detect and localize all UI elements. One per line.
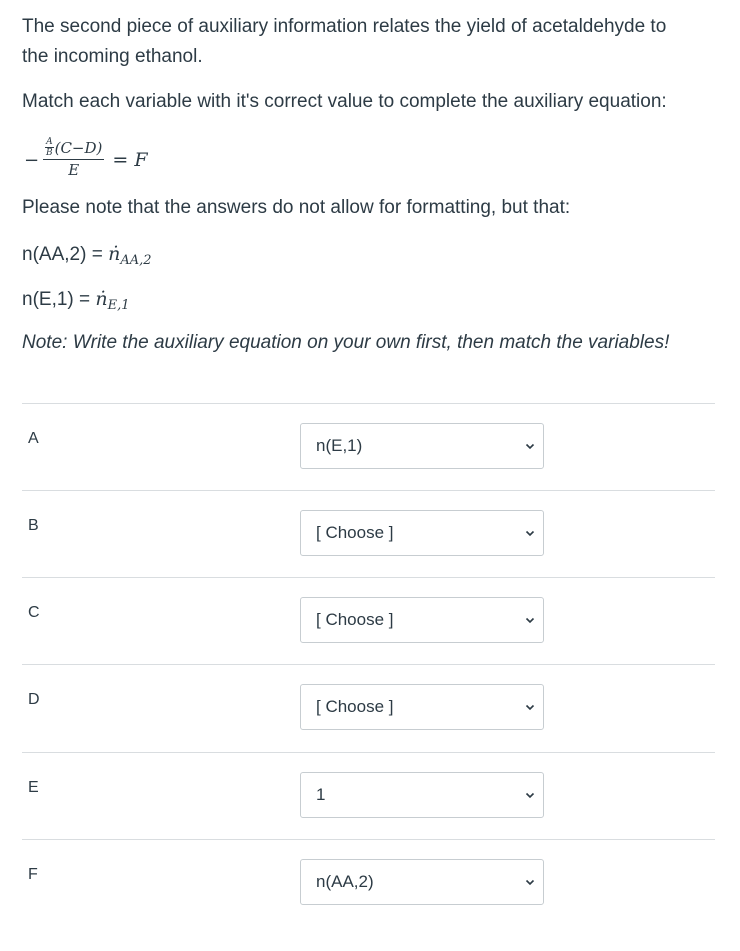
- row-divider: [22, 664, 715, 665]
- equation-denominator: E: [68, 161, 80, 179]
- row-divider: [22, 839, 715, 840]
- equation-numerator-rest: (C−D): [54, 138, 103, 157]
- equation-minus: −: [24, 149, 40, 171]
- select-a[interactable]: [300, 423, 544, 469]
- chevron-down-icon: [525, 702, 535, 712]
- chevron-down-icon: [525, 528, 535, 538]
- mapping-e1-subscript: E,1: [107, 298, 130, 313]
- chevron-down-icon: [525, 615, 535, 625]
- row-divider: [22, 577, 715, 578]
- select-c-value: [ Choose ]: [316, 610, 394, 629]
- mapping-e1: [22, 284, 130, 321]
- select-b[interactable]: [300, 510, 544, 556]
- mapping-aa2-symbol: ṅ: [108, 243, 121, 265]
- instruction-text: Match each variable with it's correct value to complete the auxiliary equation:: [22, 91, 667, 112]
- equation-numerator: [43, 137, 104, 159]
- select-f[interactable]: [300, 859, 544, 905]
- row-label-d: D: [28, 691, 40, 708]
- row-label-a: A: [28, 430, 39, 447]
- intro-line-1: The second piece of auxiliary information relates the yield of acetaldehyde to: [22, 16, 667, 37]
- mapping-aa2-subscript: AA,2: [120, 253, 152, 268]
- chevron-down-icon: [525, 877, 535, 887]
- select-d[interactable]: [300, 684, 544, 730]
- row-divider: [22, 403, 715, 404]
- row-label-f: F: [28, 866, 38, 883]
- select-e[interactable]: [300, 772, 544, 818]
- select-f-value: n(AA,2): [316, 872, 374, 891]
- row-label-e: E: [28, 779, 39, 796]
- select-d-value: [ Choose ]: [316, 697, 394, 716]
- row-divider: [22, 490, 715, 491]
- equation-rhs: = F: [112, 149, 148, 171]
- format-note: Please note that the answers do not allow for formatting, but that:: [22, 197, 571, 218]
- row-label-c: C: [28, 604, 40, 621]
- equation-small-fraction: [45, 137, 54, 158]
- row-label-b: B: [28, 517, 39, 534]
- select-a-value: n(E,1): [316, 436, 363, 455]
- mapping-aa2-plain: n(AA,2) =: [22, 244, 109, 265]
- intro-line-2: the incoming ethanol.: [22, 46, 203, 67]
- mapping-e1-plain: n(E,1) =: [22, 289, 96, 310]
- mapping-e1-symbol: ṅ: [95, 288, 108, 310]
- mapping-aa2: [22, 239, 152, 276]
- note-text: Note: Write the auxiliary equation on your own first, then match the variables!: [22, 332, 670, 353]
- row-divider: [22, 752, 715, 753]
- select-b-value: [ Choose ]: [316, 523, 394, 542]
- select-e-value: 1: [316, 785, 326, 804]
- chevron-down-icon: [525, 441, 535, 451]
- equation-small-top: A: [46, 137, 53, 147]
- chevron-down-icon: [525, 790, 535, 800]
- equation-fraction: [43, 137, 104, 179]
- select-c[interactable]: [300, 597, 544, 643]
- auxiliary-equation: [24, 134, 148, 182]
- equation-small-bottom: B: [46, 148, 53, 158]
